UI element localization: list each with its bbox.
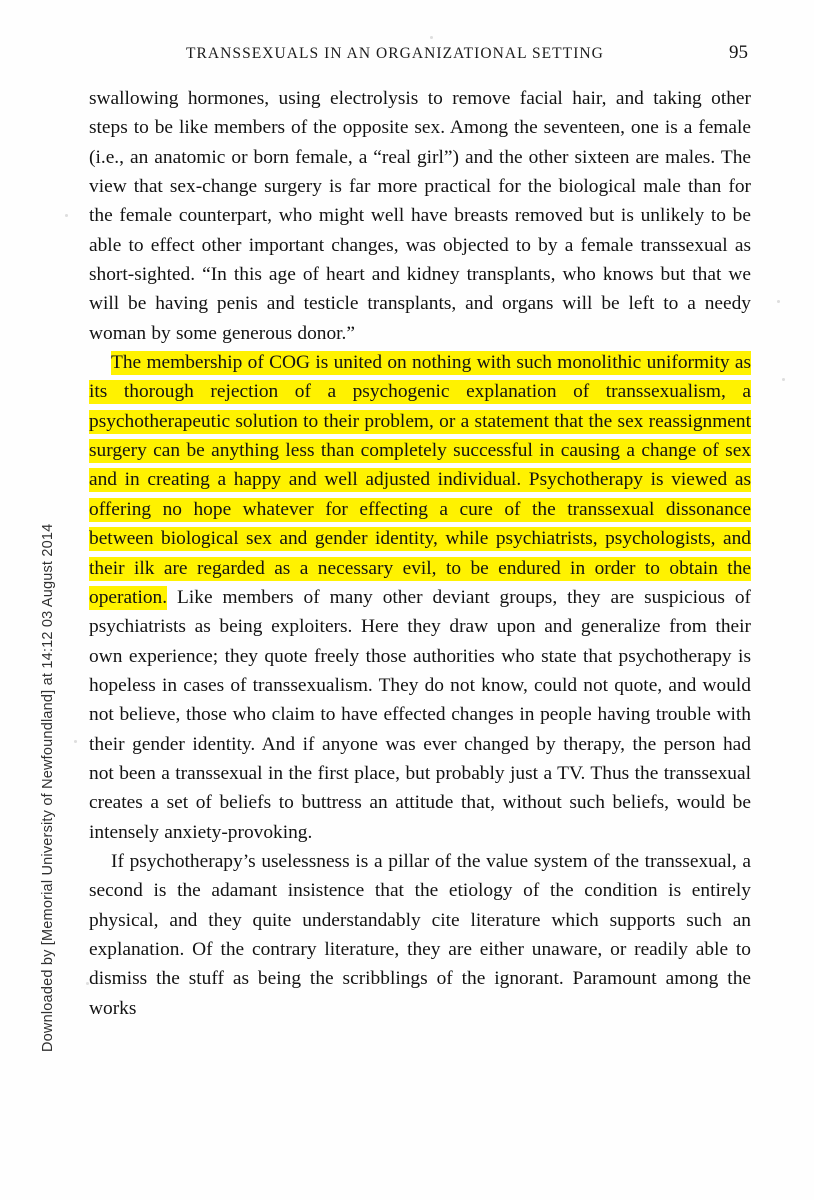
scan-speck (86, 982, 89, 985)
download-stamp (4, 0, 56, 1200)
paragraph-3: If psychotherapy’s uselessness is a pillar of the value system of the transsexual, a second is the adamant insistence that the etiology of the condition is entirely physical, and they quite understandably cite literature which supports such an explanation. Of the contrary literature, they are either unaware, or readily able to dismiss the stuff as being the scribblings of the ignorant. Paramount among the works (89, 850, 751, 1019)
scan-speck (74, 740, 77, 743)
scan-speck (782, 378, 785, 381)
paragraph-2 (89, 348, 751, 847)
scan-speck (65, 214, 68, 217)
running-head-title: TRANSSEXUALS IN AN ORGANIZATIONAL SETTING (186, 45, 604, 62)
paragraph-2-remainder: Like members of many other deviant groups, they are suspicious of psychiatrists as being exploiters. Here they draw upon and generalize from their own experience; they quote freely those authorities who state that psychotherapy is hopeless in cases of transsexualism. They do not know, could not quote, and would not believe, those who claim to have effected changes in people having trouble with their gender identity. And if anyone was ever changed by therapy, the person had not been a transsexual in the first place, but probably just a TV. Thus the transsexual creates a set of beliefs to buttress an attitude that, without such beliefs, would be intensely anxiety-provoking. (89, 586, 751, 843)
download-stamp-text: Downloaded by [Memorial University of Newfoundland] at 14:12 03 August 2014 (40, 523, 56, 1052)
page-number: 95 (729, 42, 748, 63)
highlighted-passage: The membership of COG is united on nothing with such monolithic uniformity as its thorough rejection of a psychogenic explanation of transsexualism, a psychotherapeutic solution to their problem, or a statement that the sex reassignment surgery can be anything less than completely successful in causing a change of sex and in creating a happy and well adjusted individual. Psychotherapy is viewed as offering no hope whatever for effecting a cure of the transsexual dissonance between biological sex and gender identity, while psychiatrists, psychologists, and their ilk are regarded as a necessary evil, to be endured in order to obtain the operation. (89, 352, 751, 608)
text-column (89, 84, 751, 1023)
scan-speck (777, 300, 780, 303)
scan-speck (430, 36, 433, 39)
paragraph-1: swallowing hormones, using electrolysis to remove facial hair, and taking other steps to be like members of the opposite sex. Among the seventeen, one is a female (i.e., an anatomic or born female, a “real girl”) and the other sixteen are males. The view that sex-change surgery is far more practical for the biological male than for the female counterpart, who might well have breasts removed but is unlikely to be able to effect other important changes, was objected to by a female transsexual as short-sighted. “In this age of heart and kidney transplants, who knows but that we will be having penis and testicle transplants, and organs will be left to a needy woman by some generous donor.” (89, 88, 751, 344)
running-head (96, 42, 748, 64)
